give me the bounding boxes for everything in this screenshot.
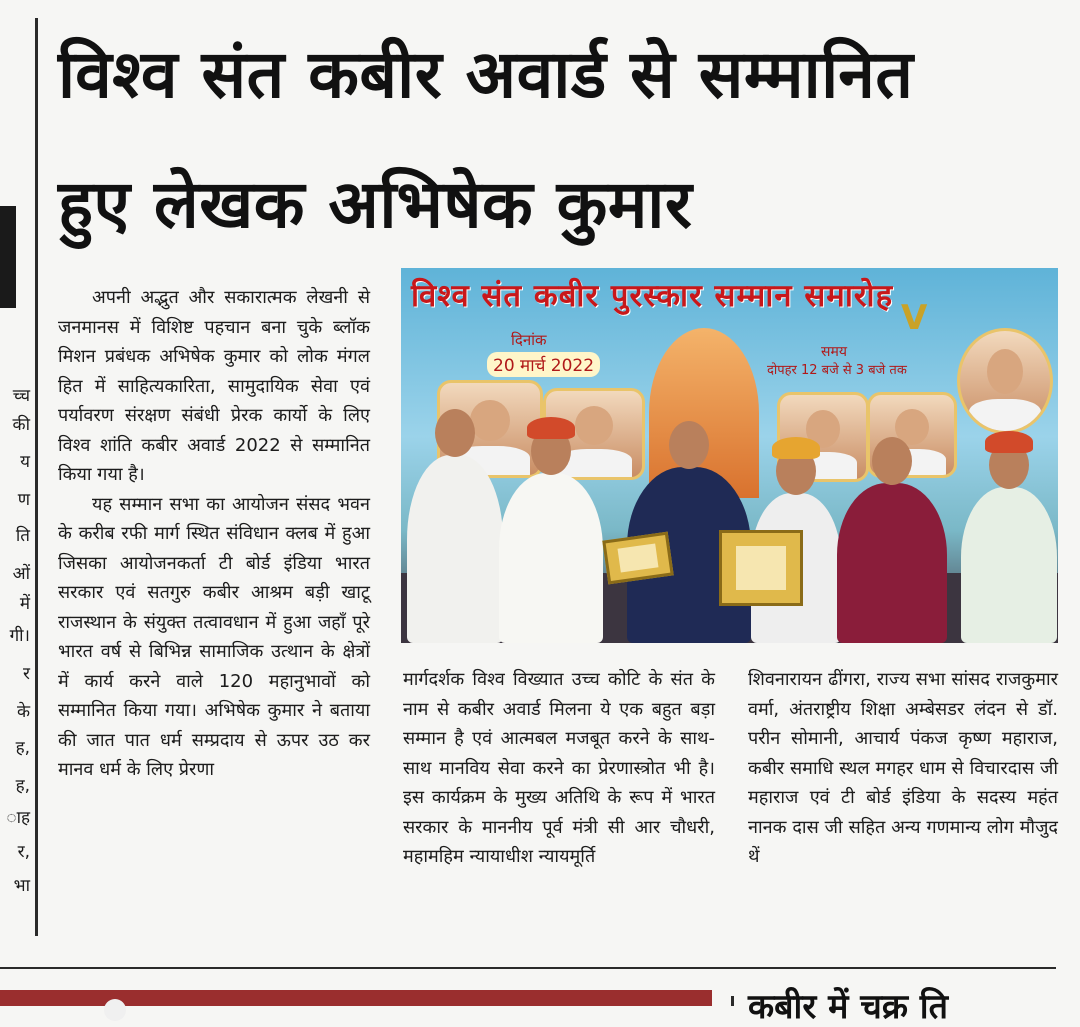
clipped-text-fragment: ाह <box>6 808 30 828</box>
next-headline-fragment: कबीर में चक्र ति <box>748 987 948 1027</box>
clipped-text-fragment: च्च <box>12 386 30 406</box>
banner-date: 20 मार्च 2022 <box>487 352 600 377</box>
clipped-text-fragment: ण <box>17 490 30 510</box>
person-figure <box>837 483 947 643</box>
clipped-text-fragment: में <box>19 594 30 614</box>
clipped-text-fragment: ह, <box>15 738 30 758</box>
banner-title: विश्व संत कबीर पुरस्कार सम्मान समारोह <box>411 278 894 314</box>
page-divider <box>0 967 1056 969</box>
person-figure <box>499 473 603 643</box>
clipped-text-fragment: ओं <box>12 564 30 584</box>
bar-ornament <box>104 999 126 1021</box>
clipped-text-fragment: ह, <box>15 776 30 796</box>
clipped-text-fragment: य <box>20 452 30 472</box>
paragraph: यह सम्मान सभा का आयोजन संसद भवन के करीब रफी मार्ग स्थित संविधान क्लब में हुआ जिसका आयोजनकर्ता टी बोर्ड इंडिया भारत सरकार एवं सतगुरु कबीर आश्रम बड़ी खाटू राजस्थान के संयुक्त तत्वावधान में हुआ जहाँ पूरे भारत वर्ष से बिभिन्न सामाजिक उत्थान के क्षेत्रों में कार्य करने वाले 120 महानुभावों को सम्मानित किया गया। अभिषेक कुमार ने बताया की जात पात धर्म सम्प्रदाय से ऊपर उठ कर मानव धर्म के लिए प्रेरणा <box>58 493 370 780</box>
person-figure <box>407 455 503 643</box>
headline-line-1: विश्व संत कबीर अवार्ड से सम्मानित <box>58 36 914 113</box>
article-column-2 <box>403 665 715 872</box>
award-ceremony-photo <box>401 268 1058 643</box>
column-divider <box>35 18 38 936</box>
person-figure <box>961 487 1057 643</box>
clipped-text-fragment: गी। <box>9 626 30 646</box>
paragraph: मार्गदर्शक विश्व विख्यात उच्च कोटि के संत के नाम से कबीर अवार्ड मिलना ये एक बहुत बड़ा सम्मान है एवं आत्मबल मजबूत करने के साथ-साथ मानविय सेवा करने का प्रेरणास्त्रोत भी है। इस कार्यक्रम के मुख्य अतिथि के रूप में भारत सरकार के माननीय पूर्व मंत्री सी आर चौधरी, महामहिम न्यायाधीश न्यायमूर्ति <box>403 669 715 867</box>
clipped-text-fragment: भा <box>13 876 30 896</box>
banner-date-label: दिनांक <box>511 331 547 349</box>
banner-time-label: समय <box>821 344 847 360</box>
article-column-1 <box>58 283 370 785</box>
clipped-text-fragment: ति <box>15 526 30 546</box>
banner-badge: V <box>901 298 928 338</box>
paragraph: अपनी अद्भुत और सकारात्मक लेखनी से जनमानस में विशिष्ट पहचान बना चुके ब्लॉक मिशन प्रबंधक अभिषेक कुमार को लोक मंगल हित में साहित्यकारिता, सामुदायिक सेवा एवं पर्यावरण संरक्षण संबंधी प्रेरक कार्यो के लिए विश्व शांति कबीर अवार्ड 2022 से सम्मानित किया गया है। <box>58 287 370 485</box>
next-article-color-bar <box>0 990 712 1006</box>
clipped-text-fragment: र <box>23 664 30 684</box>
article-column-3 <box>748 665 1058 872</box>
previous-article-strip <box>0 0 36 940</box>
banner-time: दोपहर 12 बजे से 3 बजे तक <box>767 363 907 378</box>
award-plaque <box>719 530 803 606</box>
clipped-text-fragment: की <box>12 415 30 435</box>
clipped-text-fragment: के <box>16 702 30 722</box>
column-divider <box>731 996 734 1006</box>
paragraph: शिवनारायन ढींगरा, राज्य सभा सांसद राजकुमार वर्मा, अंतराष्ट्रीय शिक्षा अम्बेसडर लंदन से डॉ. परीन सोमानी, आचार्य पंकज कृष्ण महाराज, कबीर समाधि स्थल मगहर धाम से विचारदास जी महाराज एवं टी बोर्ड इंडिया के सदस्य महंत नानक दास जी सहित अन्य गणमान्य लोग मौजुद थें <box>748 669 1058 867</box>
award-plaque <box>602 532 673 585</box>
clipped-text-fragment: र, <box>17 842 30 862</box>
banner-portrait <box>957 328 1053 434</box>
headline-line-2: हुए लेखक अभिषेक कुमार <box>58 166 693 243</box>
article-headline <box>58 10 1068 270</box>
previous-headline-fragment <box>0 206 16 308</box>
